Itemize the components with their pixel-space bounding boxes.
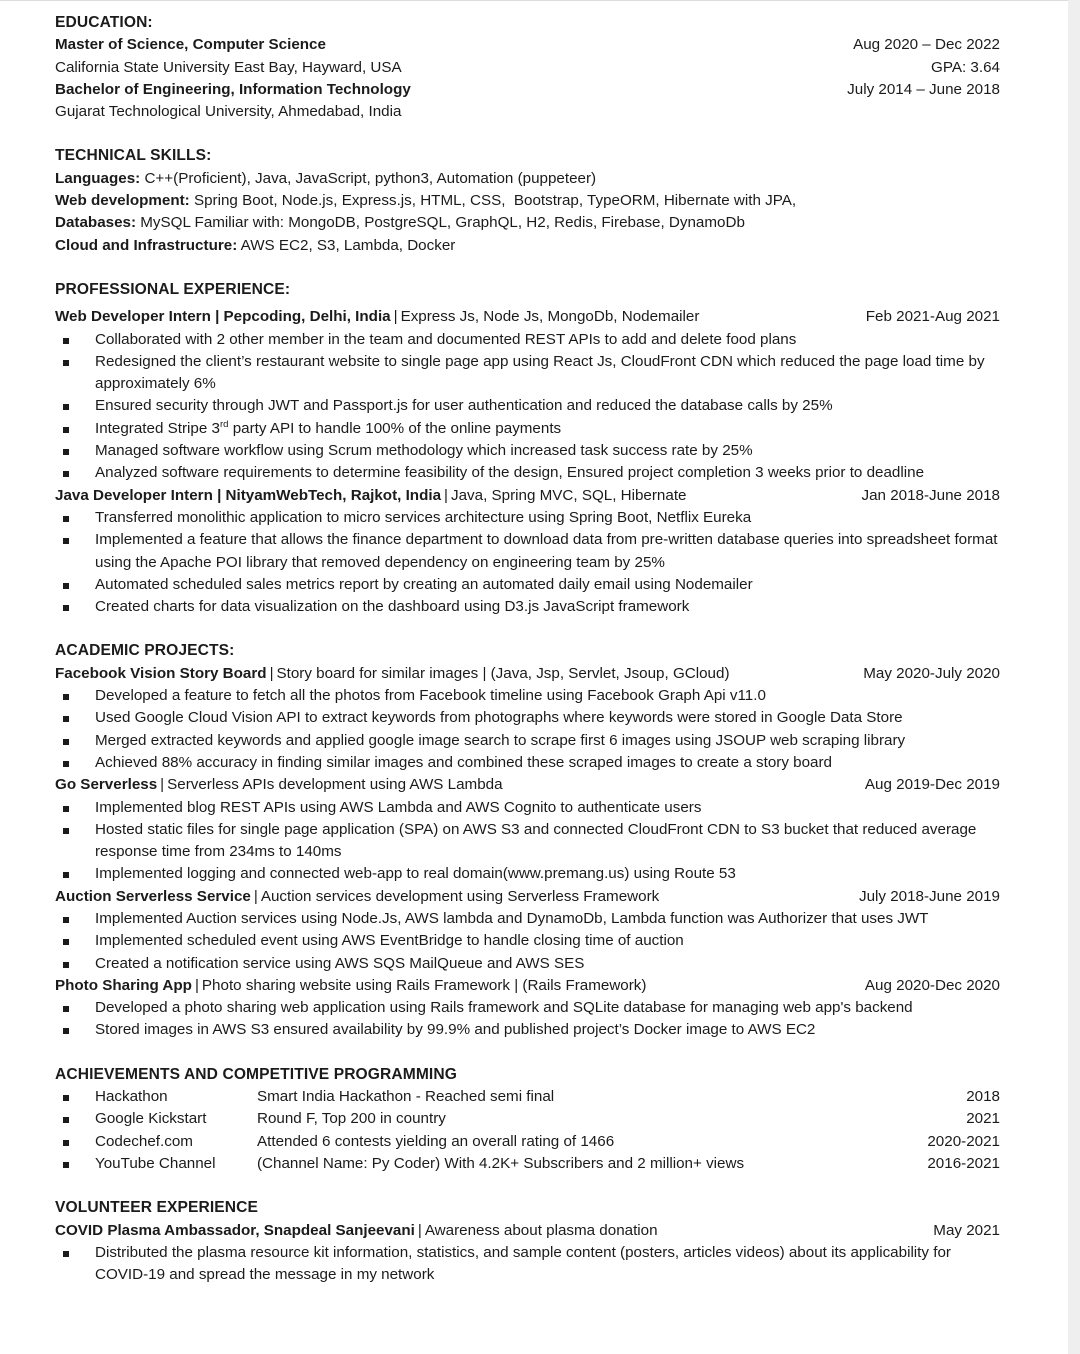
achievement-desc: Smart India Hackathon - Reached semi final — [257, 1088, 555, 1106]
job-title-line-pepcoding — [55, 306, 699, 328]
section-achievements — [55, 1064, 1000, 1175]
project-title-line-photo-sharing — [55, 975, 646, 997]
list-item — [55, 440, 1000, 462]
volunteer-header — [55, 1220, 1000, 1242]
project-dates-go-serverless: Aug 2019-Dec 2019 — [864, 776, 1000, 794]
square-bullet-icon — [63, 1117, 69, 1123]
bullet-text: Hosted static files for single page application (SPA) on AWS S3 and connected CloudFront CDN to S3 bucket that reduced average response time from 234ms to 140ms — [95, 820, 977, 861]
bullet-cell — [55, 1086, 95, 1108]
job-header-nityamwebtech — [55, 485, 1000, 507]
list-item — [55, 953, 1000, 975]
list-item — [55, 351, 1000, 396]
list-item — [55, 863, 1000, 885]
skill-label-cloud: Cloud and Infrastructure: — [55, 236, 238, 254]
skill-row-web-development — [55, 190, 1000, 212]
list-item — [55, 819, 1000, 864]
list-item — [55, 462, 1000, 484]
bullet-cell — [55, 1108, 95, 1130]
skill-row-databases — [55, 212, 1000, 234]
bullet-text: Developed a feature to fetch all the photos from Facebook timeline using Facebook Graph Api v11.0 — [95, 687, 766, 705]
square-bullet-icon — [63, 1028, 69, 1034]
section-heading-education: EDUCATION: — [55, 14, 153, 31]
education-degree-be: Bachelor of Engineering, Information Technology — [55, 80, 411, 98]
square-bullet-icon — [63, 427, 69, 433]
bullet-text: Transferred monolithic application to micro services architecture using Spring Boot, Netflix Eureka — [95, 508, 752, 526]
education-entry — [55, 79, 1000, 101]
bullet-text: Merged extracted keywords and applied google image search to scrape first 6 images using JSOUP web scraping library — [95, 731, 906, 749]
section-heading-professional-experience: PROFESSIONAL EXPERIENCE: — [55, 280, 291, 298]
education-gpa: GPA: 3.64 — [931, 58, 1000, 76]
volunteer-bullets — [55, 1242, 1000, 1287]
list-item — [55, 997, 1000, 1019]
square-bullet-icon — [63, 1251, 69, 1257]
list-item — [55, 395, 1000, 417]
square-bullet-icon — [63, 716, 69, 722]
list-item — [55, 908, 1000, 930]
section-heading-technical-skills: TECHNICAL SKILLS: — [55, 147, 212, 165]
bullet-text: Implemented a feature that allows the finance department to download data from pre-written database queries into spreadsheet format using the Apache POI library that removed dependency on engineering team by 25% — [95, 531, 998, 571]
education-degree-ms: Master of Science, Computer Science — [55, 36, 326, 54]
list-item — [55, 507, 1000, 529]
separator: | — [393, 308, 398, 326]
project-desc-facebook-vision: Story board for similar images | (Java, Jsp, Servlet, Jsoup, GCloud) — [276, 664, 730, 682]
skill-label-languages: Languages: — [55, 169, 141, 187]
section-professional-experience — [55, 279, 1000, 618]
list-item — [55, 574, 1000, 596]
project-desc-go-serverless: Serverless APIs development using AWS Lambda — [167, 776, 503, 794]
job-role-company-nityamwebtech: Java Developer Intern | NityamWebTech, Rajkot, India — [55, 486, 442, 504]
project-name-facebook-vision: Facebook Vision Story Board — [55, 664, 267, 682]
education-date-be: July 2014 – June 2018 — [847, 80, 1000, 98]
job-tech-nityamwebtech: Java, Spring MVC, SQL, Hibernate — [450, 486, 687, 504]
job-bullets-pepcoding — [55, 329, 1000, 485]
list-item — [55, 529, 1000, 574]
square-bullet-icon — [63, 338, 69, 344]
achievement-year: 2020-2021 — [927, 1132, 1000, 1150]
project-bullets-auction-serverless — [55, 908, 1000, 975]
square-bullet-icon — [63, 471, 69, 477]
bullet-text: Distributed the plasma resource kit information, statistics, and sample content (posters, articles videos) about its applicability for COVID-19 and spread the message in my network — [95, 1243, 951, 1284]
section-technical-skills — [55, 145, 1000, 256]
table-row — [55, 1086, 1000, 1108]
achievement-year: 2016-2021 — [927, 1154, 1000, 1172]
volunteer-title: COVID Plasma Ambassador, Snapdeal Sanjeevani — [55, 1221, 415, 1239]
square-bullet-icon — [63, 1140, 69, 1146]
list-item — [55, 1242, 1000, 1287]
skill-row-languages — [55, 168, 1000, 190]
skill-value-cloud: AWS EC2, S3, Lambda, Docker — [237, 236, 456, 254]
project-dates-facebook-vision: May 2020-July 2020 — [863, 664, 1000, 682]
project-header-facebook-vision — [55, 663, 1000, 685]
spacer — [55, 1175, 1000, 1197]
job-dates-pepcoding: Feb 2021-Aug 2021 — [865, 308, 1000, 326]
table-row — [55, 1131, 1000, 1153]
bullet-text: Achieved 88% accuracy in finding similar images and combined these scraped images to create a story board — [95, 753, 832, 771]
table-row — [55, 1108, 1000, 1130]
section-academic-projects — [55, 640, 1000, 1041]
achievement-desc: Round F, Top 200 in country — [257, 1110, 446, 1128]
bullet-text: Ensured security through JWT and Passport.js for user authentication and reduced the database calls by 25% — [95, 397, 833, 415]
skill-label-databases: Databases: — [55, 214, 137, 232]
separator: | — [269, 664, 274, 682]
list-item — [55, 730, 1000, 752]
project-name-photo-sharing: Photo Sharing App — [55, 976, 192, 994]
education-date-ms: Aug 2020 – Dec 2022 — [853, 36, 1000, 54]
project-title-line-facebook-vision — [55, 663, 730, 685]
education-entry — [55, 57, 1000, 79]
project-header-photo-sharing — [55, 975, 1000, 997]
superscript-rd: rd — [219, 418, 229, 430]
resume-sheet — [0, 1, 1068, 1286]
job-bullets-nityamwebtech — [55, 507, 1000, 618]
bullet-text: Used Google Cloud Vision API to extract keywords from photographs where keywords were stored in Google Data Store — [95, 709, 903, 727]
bullet-text: Created charts for data visualization on the dashboard using D3.js JavaScript framework — [95, 598, 690, 616]
volunteer-title-line — [55, 1220, 658, 1242]
square-bullet-icon — [63, 694, 69, 700]
square-bullet-icon — [63, 605, 69, 611]
square-bullet-icon — [63, 828, 69, 834]
achievements-table — [55, 1086, 1000, 1175]
list-item — [55, 752, 1000, 774]
achievement-name: YouTube Channel — [95, 1154, 216, 1172]
volunteer-dates: May 2021 — [933, 1221, 1000, 1239]
square-bullet-icon — [63, 404, 69, 410]
project-title-line-go-serverless — [55, 774, 503, 796]
skill-row-cloud — [55, 235, 1000, 257]
separator: | — [417, 1221, 422, 1239]
section-volunteer-experience — [55, 1197, 1000, 1286]
square-bullet-icon — [63, 583, 69, 589]
achievement-desc: (Channel Name: Py Coder) With 4.2K+ Subscribers and 2 million+ views — [257, 1154, 745, 1172]
square-bullet-icon — [63, 1095, 69, 1101]
spacer — [55, 618, 1000, 640]
bullet-text: Created a notification service using AWS SQS MailQueue and AWS SES — [95, 954, 585, 972]
separator: | — [160, 776, 165, 794]
education-school-ms: California State University East Bay, Hayward, USA — [55, 58, 402, 76]
bullet-text-stripe: Integrated Stripe 3rd party API to handle 100% of the online payments — [95, 418, 562, 437]
section-heading-achievements: ACHIEVEMENTS AND COMPETITIVE PROGRAMMING — [55, 1065, 457, 1083]
education-entry — [55, 34, 1000, 56]
list-item — [55, 685, 1000, 707]
spacer — [55, 123, 1000, 145]
square-bullet-icon — [63, 872, 69, 878]
square-bullet-icon — [63, 538, 69, 544]
project-bullets-go-serverless — [55, 797, 1000, 886]
section-education — [55, 12, 1000, 123]
job-tech-pepcoding: Express Js, Node Js, MongoDb, Nodemailer — [400, 308, 700, 326]
project-header-go-serverless — [55, 774, 1000, 796]
job-header-pepcoding — [55, 306, 1000, 328]
bullet-text: Implemented logging and connected web-app to real domain(www.premang.us) using Route 53 — [95, 865, 736, 883]
project-dates-auction-serverless: July 2018-June 2019 — [858, 887, 1000, 905]
bullet-text: Developed a photo sharing web application using Rails framework and SQLite database for managing web app's backend — [95, 999, 913, 1017]
education-school-be: Gujarat Technological University, Ahmedabad, India — [55, 103, 402, 121]
project-name-auction-serverless: Auction Serverless Service — [55, 887, 251, 905]
achievement-name: Codechef.com — [95, 1132, 193, 1150]
bullet-text: Collaborated with 2 other member in the team and documented REST APIs to add and delete food plans — [95, 330, 797, 348]
skill-label-web-development: Web development: — [55, 192, 190, 210]
square-bullet-icon — [63, 516, 69, 522]
project-bullets-photo-sharing — [55, 997, 1000, 1042]
section-heading-volunteer: VOLUNTEER EXPERIENCE — [55, 1199, 259, 1217]
list-item — [55, 707, 1000, 729]
project-desc-photo-sharing: Photo sharing website using Rails Framework | (Rails Framework) — [201, 976, 647, 994]
project-desc-auction-serverless: Auction services development using Serverless Framework — [260, 887, 660, 905]
section-heading-academic-projects: ACADEMIC PROJECTS: — [55, 642, 235, 660]
spacer — [55, 1042, 1000, 1064]
project-name-go-serverless: Go Serverless — [55, 776, 158, 794]
square-bullet-icon — [63, 806, 69, 812]
project-bullets-facebook-vision — [55, 685, 1000, 774]
skill-value-databases: MySQL Familiar with: MongoDB, PostgreSQL, GraphQL, H2, Redis, Firebase, DynamoDb — [136, 214, 745, 232]
list-item — [55, 797, 1000, 819]
job-title-line-nityamwebtech — [55, 485, 687, 507]
square-bullet-icon — [63, 739, 69, 745]
square-bullet-icon — [63, 761, 69, 767]
skill-value-languages: C++(Proficient), Java, JavaScript, python3, Automation (puppeteer) — [140, 169, 597, 187]
job-dates-nityamwebtech: Jan 2018-June 2018 — [861, 486, 1000, 504]
square-bullet-icon — [63, 939, 69, 945]
list-item — [55, 596, 1000, 618]
achievement-name: Hackathon — [95, 1088, 168, 1106]
list-item — [55, 329, 1000, 351]
bullet-text: Stored images in AWS S3 ensured availability by 99.9% and published project’s Docker image to AWS EC2 — [95, 1021, 816, 1039]
bullet-cell — [55, 1153, 95, 1175]
list-item — [55, 1019, 1000, 1041]
achievement-year: 2018 — [966, 1088, 1000, 1106]
education-entry — [55, 101, 1000, 123]
project-header-auction-serverless — [55, 886, 1000, 908]
achievement-desc: Attended 6 contests yielding an overall rating of 1466 — [257, 1132, 615, 1150]
separator: | — [194, 976, 199, 994]
spacer — [55, 257, 1000, 279]
square-bullet-icon — [63, 1162, 69, 1168]
square-bullet-icon — [63, 1006, 69, 1012]
separator: | — [444, 486, 448, 504]
square-bullet-icon — [63, 360, 69, 366]
separator: | — [253, 887, 258, 905]
square-bullet-icon — [63, 917, 69, 923]
list-item — [55, 930, 1000, 952]
list-item — [55, 418, 1000, 440]
project-title-line-auction-serverless — [55, 886, 659, 908]
bullet-cell — [55, 1131, 95, 1153]
bullet-text: Redesigned the client’s restaurant website to single page app using React Js, CloudFront CDN which reduced the page load time by approximately 6% — [95, 352, 985, 393]
job-role-company-pepcoding: Web Developer Intern | Pepcoding, Delhi, India — [55, 308, 391, 326]
bullet-text: Managed software workflow using Scrum methodology which increased task success rate by 25% — [95, 442, 753, 460]
table-row — [55, 1153, 1000, 1175]
bullet-text: Automated scheduled sales metrics report by creating an automated daily email using Nodemailer — [95, 575, 753, 593]
bullet-text: Implemented Auction services using Node.Js, AWS lambda and DynamoDb, Lambda function was Authorizer that uses JWT — [95, 909, 929, 927]
skill-value-web-development: Spring Boot, Node.js, Express.js, HTML, CSS, Bootstrap, TypeORM, Hibernate with JPA, — [189, 192, 797, 210]
square-bullet-icon — [63, 449, 69, 455]
achievement-year: 2021 — [966, 1110, 1000, 1128]
bullet-text: Analyzed software requirements to determine feasibility of the design, Ensured project completion 3 weeks prior to deadline — [95, 464, 925, 482]
bullet-text: Implemented scheduled event using AWS EventBridge to handle closing time of auction — [95, 932, 684, 950]
bullet-text: Implemented blog REST APIs using AWS Lambda and AWS Cognito to authenticate users — [95, 798, 702, 816]
achievement-name: Google Kickstart — [95, 1110, 207, 1128]
volunteer-desc: Awareness about plasma donation — [424, 1221, 658, 1239]
project-dates-photo-sharing: Aug 2020-Dec 2020 — [864, 976, 1000, 994]
square-bullet-icon — [63, 962, 69, 968]
